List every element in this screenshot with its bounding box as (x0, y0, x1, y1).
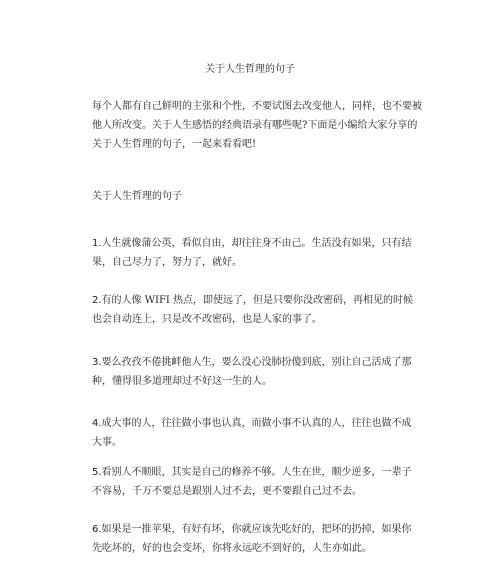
list-item (92, 353, 420, 391)
section-heading: 关于人生哲理的句子 (92, 191, 182, 202)
document-title: 关于人生哲理的句子 (205, 64, 295, 75)
item-text: 要么孜孜不倦挑衅他人生，要么没心没肺扮傻到底，别让自己活成了那种，懂得很多道理却过不好这一生的人。 (92, 357, 412, 387)
list-item (92, 414, 420, 452)
intro-paragraph: 每个人都有自己鲜明的主张和个性，不要试图去改变他人，同样，也不要被他人所改变。关于人生感悟的经典语录有哪些呢?下面是小编给大家分享的关于人生哲理的句子，一起来看看吧! (92, 101, 422, 150)
item-text: 如果是一推苹果，有好有坏，你就应该先吃好的，把坏的扔掉，如果你先吃坏的，好的也会变坏，你将永远吃不到好的，人生亦如此。 (92, 524, 412, 554)
item-text: 看别人不顺眼，其实是自己的修养不够。人生在世，顺少逆多，一辈子不容易，千万不要总是跟别人过不去，更不要跟自己过不去。 (92, 467, 412, 497)
item-number: 5. (92, 467, 102, 478)
list-item (92, 463, 420, 501)
list-item (92, 520, 420, 558)
item-number: 2. (92, 295, 102, 306)
item-number: 6. (92, 524, 102, 535)
list-item (92, 291, 420, 329)
item-text: 成大事的人，往往做小事也认真，而做小事不认真的人，往往也做不成大事。 (92, 418, 412, 448)
item-number: 4. (92, 418, 102, 429)
item-text: 有的人像 WIFI 热点，即使远了，但是只要你没改密码，再相见的时候也会自动连上，只是改不改密码，也是人家的事了。 (92, 295, 414, 325)
list-item (92, 234, 420, 272)
item-text: 人生就像蒲公英，看似自由，却往往身不由己。生活没有如果，只有结果，自己尽力了，努力了，就好。 (92, 238, 412, 268)
item-number: 1. (92, 238, 102, 249)
item-number: 3. (92, 357, 102, 368)
